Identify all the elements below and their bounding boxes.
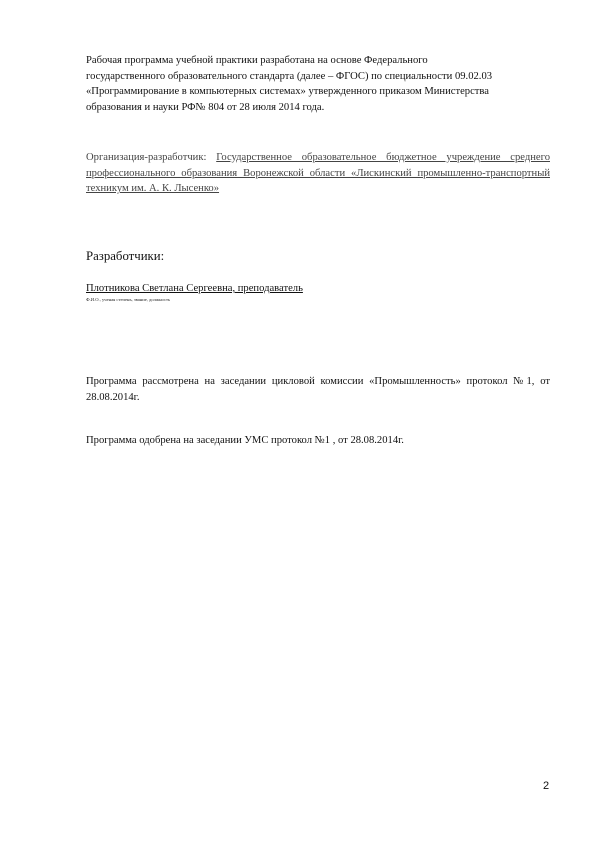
- organization-name: Государственное образовательное бюджетное учреждение среднего профессионального образования Воронежской области «Лискинский промышленно-транспортный техникум им. А. К. Лысенко»: [86, 152, 550, 194]
- organization-paragraph: [86, 150, 550, 197]
- developer-caption: Ф.И.О., ученая степень, звание, должность: [86, 297, 171, 302]
- intro-line: Рабочая программа учебной практики разработана на основе Федерального: [86, 55, 428, 66]
- intro-line: образования и науки РФ№ 804 от 28 июля 2014 года.: [86, 101, 325, 113]
- developer-name: Плотникова Светлана Сергеевна, преподаватель: [86, 283, 303, 294]
- approval-paragraph: Программа одобрена на заседании УМС протокол №1 , от 28.08.2014г.: [86, 435, 404, 446]
- review-paragraph: Программа рассмотрена на заседании цикловой комиссии «Промышленность» протокол №1, от 28.08.2014г.: [86, 376, 550, 403]
- intro-paragraph: [86, 53, 556, 115]
- page-number: 2: [543, 780, 550, 792]
- organization-label: Организация-разработчик:: [86, 152, 207, 163]
- intro-line: государственного образовательного стандарта (далее – ФГОС) по специальности 09.02.03: [86, 70, 493, 82]
- intro-line: «Программирование в компьютерных системах» утвержденного приказом Министерства: [86, 86, 489, 97]
- developers-heading: Разработчики:: [86, 249, 165, 263]
